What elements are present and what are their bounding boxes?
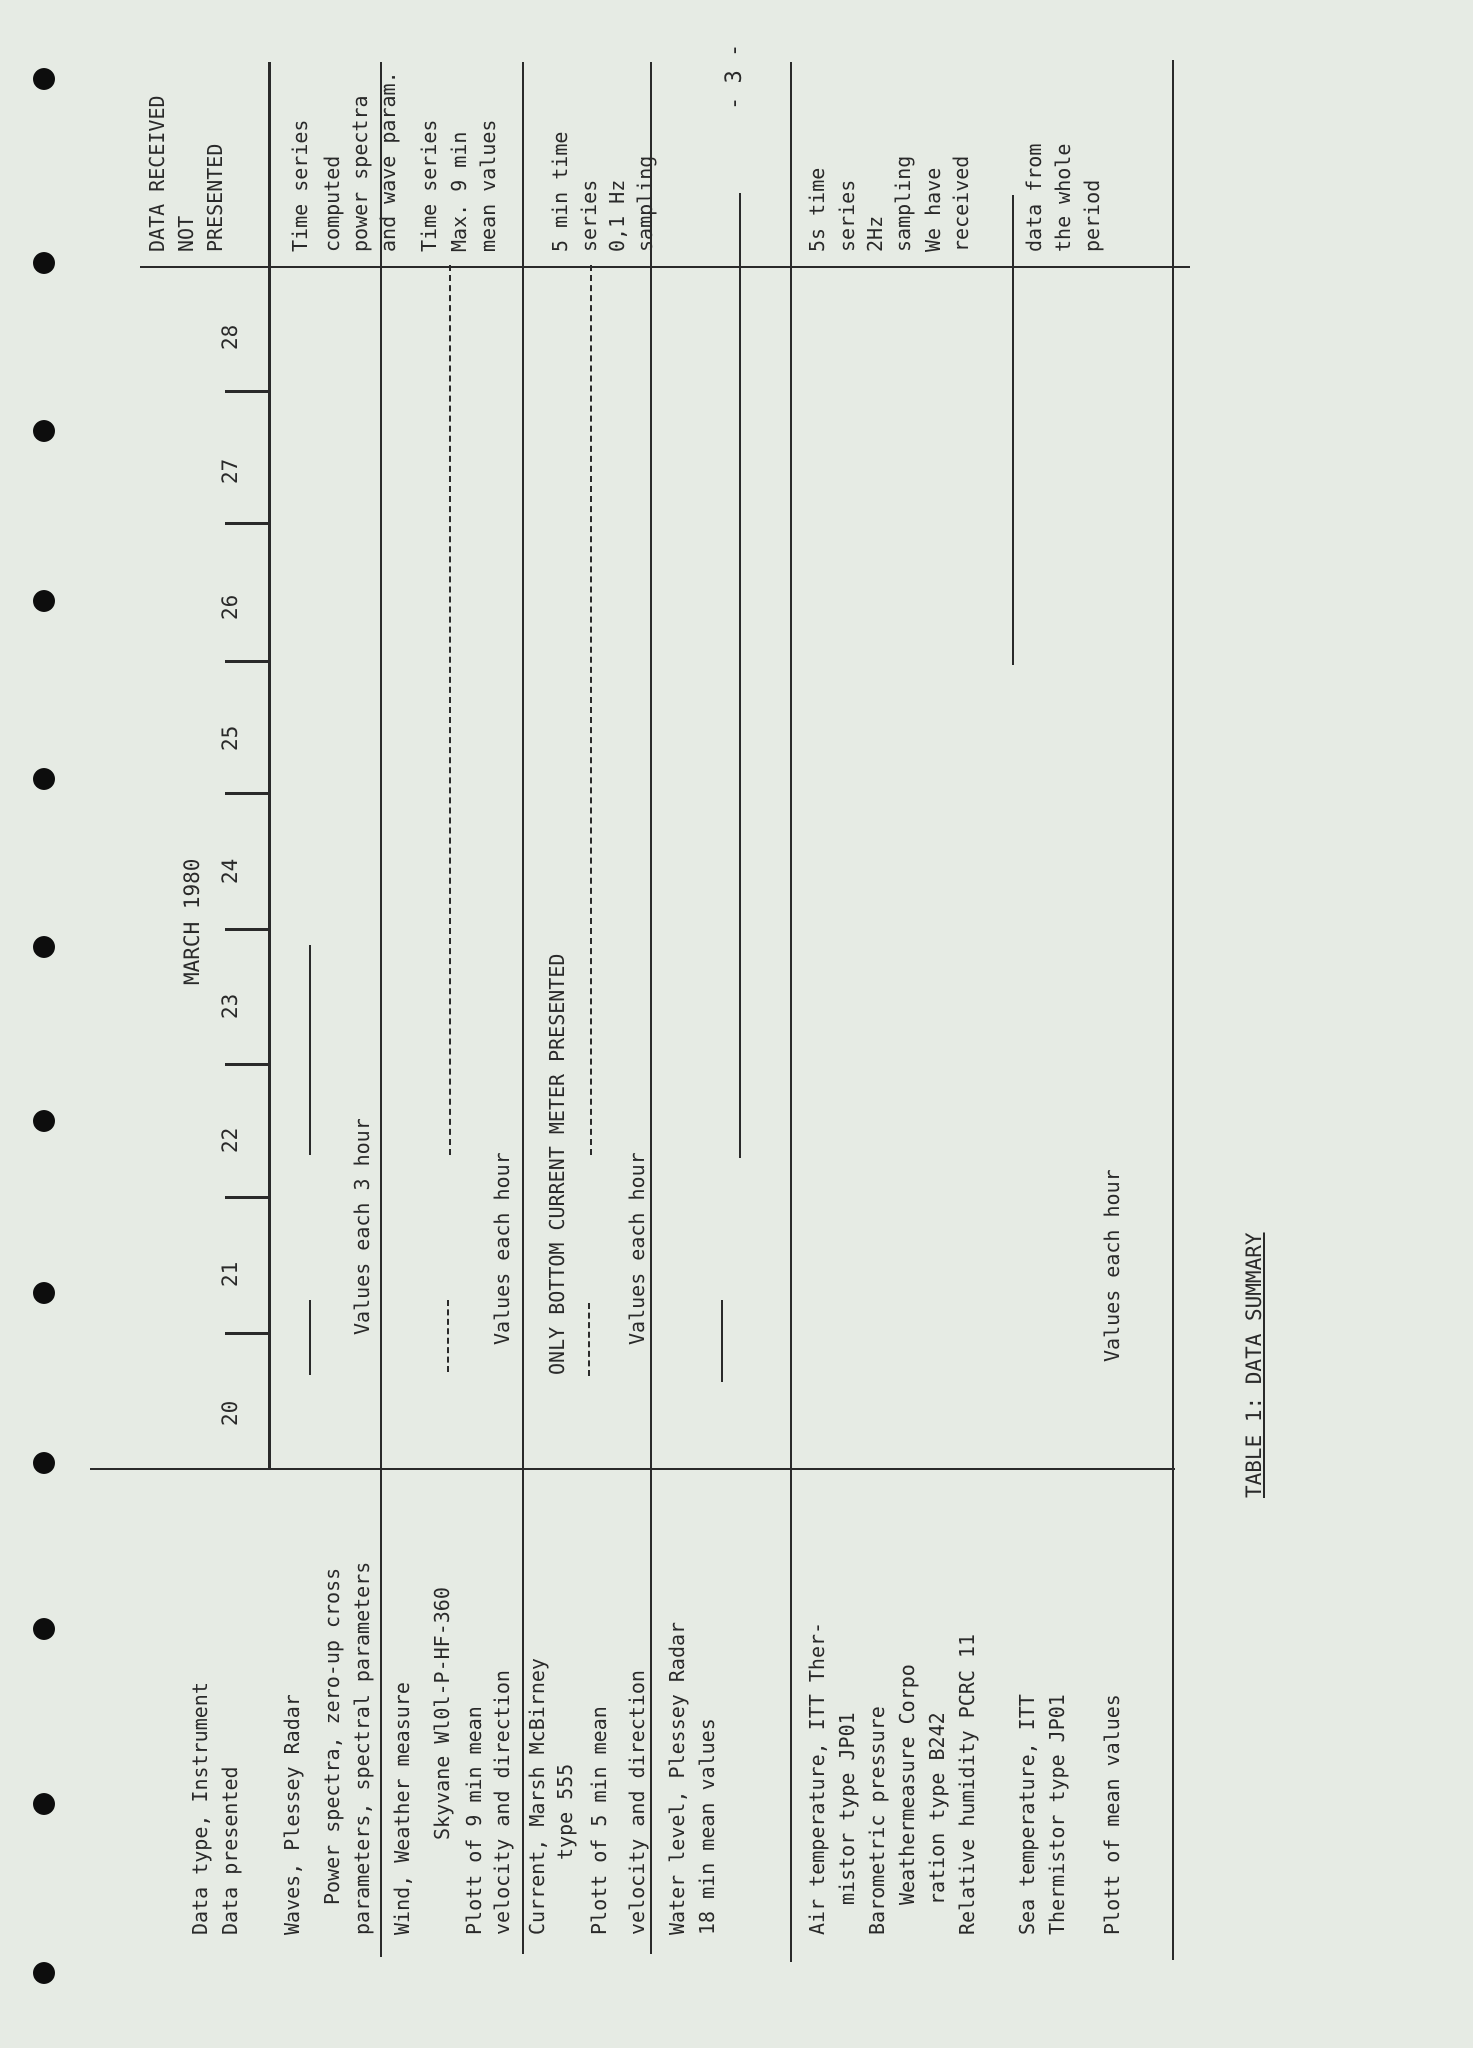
current-banner: ONLY BOTTOM CURRENT METER PRESENTED [545,953,569,1375]
current-desc-1: Plott of 5 min mean [587,1706,611,1935]
water-desc-1: 18 min mean values [695,1718,719,1935]
meteo-received-2: series [835,179,859,252]
received-header-line3: PRESENTED [203,143,227,252]
waves-received-2: computed [320,155,344,252]
wind-title: Wind, Weather measure [390,1682,414,1935]
waves-received-1: Time series [288,119,312,252]
row-line-water-meteo [790,62,792,1962]
punch-hole [33,1282,55,1304]
day-tick [225,522,268,525]
received-header-line2: NOT [174,215,198,252]
day-label: 27 [218,458,242,484]
current-data-bar-1 [588,1303,590,1376]
wind-desc-2: velocity and direction [490,1670,514,1935]
wind-desc-0: Skyvane Wl0l-P-HF-360 [430,1587,454,1840]
meteo-line-9: Plott of mean values [1100,1694,1124,1935]
received-divider-line [140,266,1190,268]
day-label: 22 [218,1127,242,1153]
meteo-note: Values each hour [1100,1169,1124,1362]
day-label: 20 [218,1400,242,1426]
page-number: - 3 - [722,43,747,110]
day-label: 24 [218,858,242,884]
received-header-line1: DATA RECEIVED [145,95,169,252]
punch-hole [33,936,55,958]
meteo-data-bar [1012,195,1014,665]
current-received-2: series [577,179,601,252]
day-tick [225,660,268,663]
punch-hole [33,1618,55,1640]
waves-received-4: and wave param. [376,71,400,252]
current-title: Current, Marsh McBirney [525,1658,549,1935]
meteo-line-2: mistor type JP01 [835,1712,859,1905]
wind-data-bar-2 [449,265,451,1155]
waves-data-bar-2 [309,945,311,1155]
current-desc-2: velocity and direction [625,1670,649,1935]
month-label: MARCH 1980 [180,858,204,985]
punch-hole [33,1110,55,1132]
meteo-line-6: Relative humidity PCRC 11 [955,1633,979,1935]
day-label: 25 [218,725,242,751]
day-tick [225,792,268,795]
punch-hole [33,1452,55,1474]
row-line-wind-current [522,62,524,1954]
row-line-bottom [1172,60,1174,1960]
row-line-current-water [650,62,652,1954]
wind-received-2: Max. 9 min [447,131,471,252]
wind-received-3: mean values [476,119,500,252]
punch-hole [33,420,55,442]
day-tick [225,1196,268,1199]
punch-hole [33,68,55,90]
punch-hole [33,252,55,274]
meteo-received-4: sampling [891,155,915,252]
meteo-received-5: We have [921,167,945,252]
water-data-bar-2 [739,193,741,1158]
day-label: 21 [218,1261,242,1287]
waves-note: Values each 3 hour [350,1118,374,1335]
day-tick [225,1063,268,1066]
meteo-line-3: Barometric pressure [865,1706,889,1935]
punch-hole [33,1962,55,1984]
waves-title: Waves, Plessey Radar [280,1694,304,1935]
water-title: Water level, Plessey Radar [665,1621,689,1935]
days-axis-line [268,62,271,1470]
header-divider-line [90,1468,1175,1470]
day-tick [225,928,268,931]
meteo-line-4: Weathermeasure Corpo [895,1664,919,1905]
meteo-line-8: Thermistor type JP01 [1045,1694,1069,1935]
punch-hole [33,1793,55,1815]
punch-hole [33,590,55,612]
current-received-1: 5 min time [548,131,572,252]
waves-data-bar-1 [309,1300,311,1375]
meteo-received-1: 5s time [805,167,829,252]
day-label: 23 [218,993,242,1019]
current-desc-0: type 555 [553,1763,577,1860]
meteo-line-1: Air temperature, ITT Ther- [805,1621,829,1935]
wind-note: Values each hour [490,1152,514,1345]
data-presented-header: Data presented [218,1766,242,1935]
meteo-received-7: data from [1022,143,1046,252]
wind-desc-1: Plott of 9 min mean [462,1706,486,1935]
meteo-received-9: period [1080,179,1104,252]
current-note: Values each hour [625,1152,649,1345]
data-type-header: Data type, Instrument [188,1682,212,1935]
current-data-bar-2 [590,265,592,1155]
waves-desc-1: Power spectra, zero-up cross [320,1567,344,1905]
day-label: 26 [218,594,242,620]
day-tick [225,390,268,393]
punch-hole [33,768,55,790]
waves-desc-2: parameters, spectral parameters [350,1561,374,1935]
waves-received-3: power spectra [348,95,372,252]
meteo-received-3: 2Hz [863,215,887,252]
meteo-line-7: Sea temperature, ITT [1015,1694,1039,1935]
meteo-received-6: received [949,155,973,252]
current-received-3: 0,1 Hz [605,179,629,252]
table-caption: TABLE 1: DATA SUMMARY [1242,1232,1266,1498]
row-line-waves-wind [380,62,382,1957]
day-tick [225,1332,268,1335]
meteo-received-8: the whole [1051,143,1075,252]
current-received-4: sampling [633,155,657,252]
wind-received-1: Time series [417,119,441,252]
day-label: 28 [218,324,242,350]
water-data-bar-1 [721,1300,723,1382]
wind-data-bar-1 [447,1300,449,1372]
meteo-line-5: ration type B242 [925,1712,949,1905]
